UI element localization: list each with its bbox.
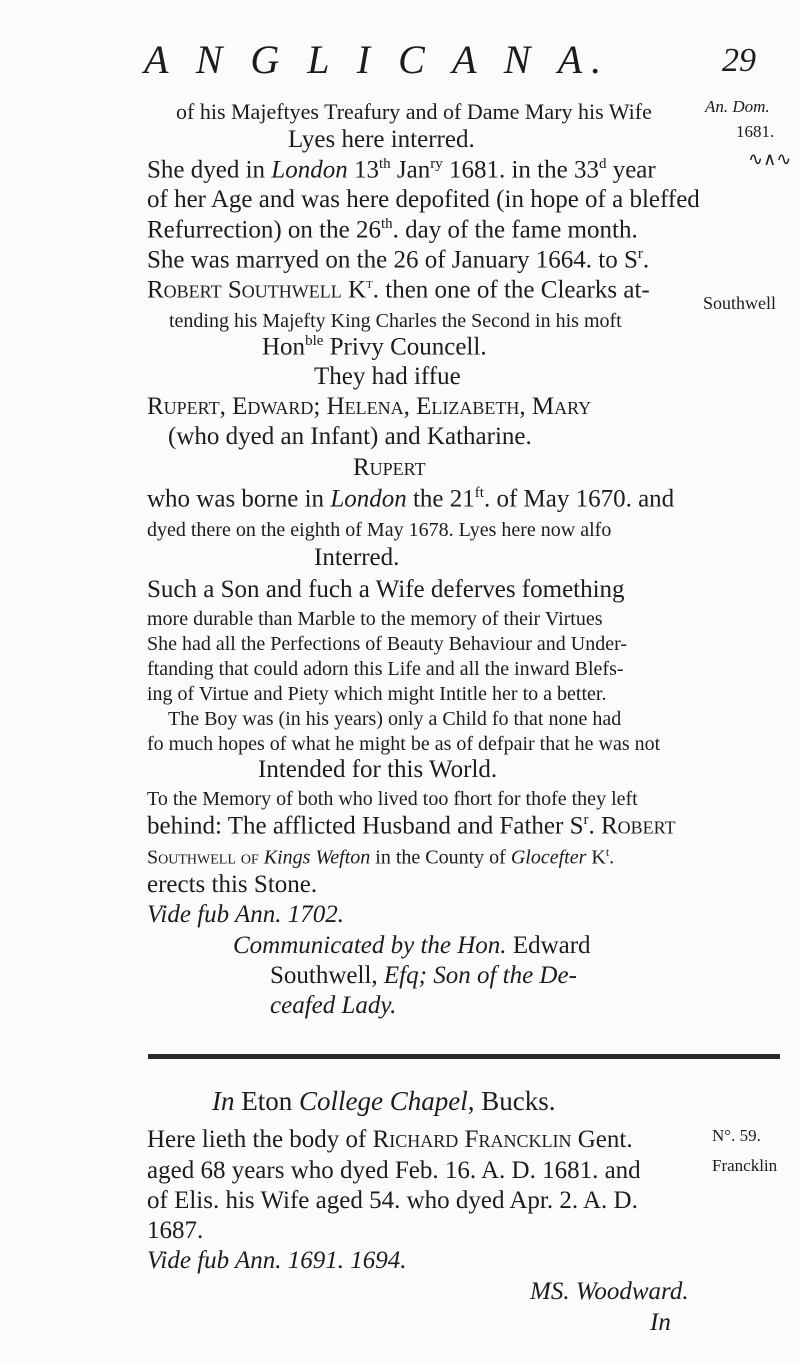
superscript: ble: [305, 333, 324, 349]
person-name: . Robert: [588, 812, 676, 840]
superscript: r: [637, 246, 643, 262]
text-line: [147, 277, 650, 302]
text-line: of his Majeftyes Treafury and of Dame Mary his Wife: [176, 99, 652, 124]
text-run: .: [609, 846, 615, 869]
text-line: of Elis. his Wife aged 54. who dyed Apr. 2. A. D.: [147, 1187, 638, 1214]
text-run: In: [212, 1086, 235, 1116]
text-run: Eton: [234, 1086, 299, 1116]
text-run: year: [606, 156, 656, 184]
text-run: Jan: [390, 156, 431, 184]
text-line: [147, 846, 614, 868]
text-line: Vide fub Ann. 1691. 1694.: [147, 1247, 407, 1274]
text-run: Hon: [262, 333, 306, 361]
superscript: t: [366, 276, 373, 292]
text-line: They had iffue: [314, 363, 461, 390]
text-line: ing of Virtue and Piety which might Intitle her to a better.: [147, 683, 607, 705]
superscript: d: [598, 156, 607, 172]
text-run: the 21: [406, 485, 475, 513]
superscript: th: [380, 216, 393, 232]
text-line: Intended for this World.: [258, 756, 498, 783]
text-run: She was marryed on the 26 of January 1664. to S: [147, 246, 638, 274]
children-names: Rupert, Edward; Helena, Elizabeth, Mary: [147, 393, 592, 420]
text-run: Here lieth the body of: [147, 1126, 373, 1153]
text-run: , Bucks.: [467, 1086, 556, 1116]
text-run: Edward: [506, 932, 591, 959]
superscript: ry: [430, 156, 443, 172]
text-run: Communicated by the Hon.: [233, 932, 507, 959]
text-line: dyed there on the eighth of May 1678. Lyes here now alfo: [147, 519, 612, 541]
text-run: Gent.: [571, 1126, 633, 1153]
place-name: London: [330, 485, 407, 513]
text-line: [147, 217, 638, 242]
text-line: more durable than Marble to the memory of their Virtues: [147, 608, 603, 630]
text-run: . of May 1670. and: [483, 485, 675, 513]
text-line: [233, 933, 591, 958]
text-line: erects this Stone.: [147, 871, 318, 898]
text-line: [147, 813, 676, 838]
text-run: behind: The afflicted Husband and Father S: [147, 812, 584, 840]
text-line: [262, 334, 487, 359]
text-line: tending his Majefty King Charles the Second in his moft: [169, 310, 622, 332]
section-divider: [148, 1054, 780, 1059]
text-line: [147, 157, 656, 182]
text-run: 1681. in the 33: [442, 156, 599, 184]
text-line: Vide fub Ann. 1702.: [147, 901, 344, 928]
text-line: [147, 247, 649, 272]
text-line: 1687.: [147, 1217, 204, 1244]
text-run: College Chapel: [299, 1086, 468, 1116]
text-run: Efq; Son of the De-: [383, 962, 577, 989]
text-line: ceafed Lady.: [270, 992, 397, 1019]
text-run: who was borne in: [147, 485, 331, 513]
superscript: ft: [474, 485, 484, 501]
margin-southwell: Southwell: [703, 293, 777, 313]
person-name: Robert Southwell K: [147, 276, 367, 304]
superscript: r: [583, 812, 589, 828]
text-run: She dyed in: [147, 156, 272, 184]
text-line: She had all the Perfections of Beauty Behaviour and Under-: [147, 633, 628, 655]
text-line: of her Age and was here depofited (in hope of a bleffed: [147, 186, 700, 213]
margin-arms-icon: ∿∧∿: [748, 149, 792, 169]
margin-an-dom: An. Dom.: [705, 97, 770, 116]
place-name: Glocefter: [510, 846, 587, 869]
text-line: Interred.: [314, 544, 400, 571]
catchword: In: [650, 1309, 671, 1336]
text-line: (who dyed an Infant) and Katharine.: [168, 423, 532, 450]
text-line: [147, 486, 674, 511]
superscript: t: [605, 845, 610, 859]
text-line: MS. Woodward.: [530, 1278, 689, 1305]
text-line: [147, 1127, 633, 1152]
text-run: Southwell,: [270, 962, 384, 989]
text-run: 13: [347, 156, 379, 184]
person-name: Richard Francklin: [372, 1126, 572, 1153]
text-line: Lyes here interred.: [288, 126, 475, 153]
superscript: th: [378, 156, 391, 172]
place-name: London: [271, 156, 348, 184]
text-run: in the County of: [370, 846, 511, 869]
place-name: Kings Wefton: [263, 846, 371, 869]
text-line: Such a Son and fuch a Wife deferves fomething: [147, 576, 625, 603]
text-run: Refurrection) on the 26: [147, 216, 381, 244]
text-line: To the Memory of both who lived too fhort for thofe they left: [147, 788, 638, 810]
text-line: aged 68 years who dyed Feb. 16. A. D. 1681. and: [147, 1157, 641, 1184]
text-line: fo much hopes of what he might be as of defpair that he was not: [147, 733, 661, 755]
text-run: . then one of the Clearks at-: [372, 276, 650, 304]
text-run: .: [642, 246, 650, 274]
text-run: Privy Councell.: [323, 333, 487, 361]
running-title: A N G L I C A N A.: [144, 37, 611, 82]
text-run: . day of the fame month.: [392, 216, 638, 244]
text-run: K: [586, 846, 606, 869]
margin-francklin: Francklin: [712, 1156, 778, 1175]
person-name: Southwell of: [147, 846, 264, 869]
text-line: [270, 963, 577, 988]
entry-heading: [212, 1088, 555, 1115]
text-line: Rupert: [353, 454, 426, 481]
text-line: The Boy was (in his years) only a Child fo that none had: [168, 708, 622, 730]
page-number: 29: [722, 42, 756, 79]
margin-no-59: N°. 59.: [712, 1126, 761, 1145]
text-line: ftanding that could adorn this Life and all the inward Blefs-: [147, 658, 624, 680]
margin-year: 1681.: [736, 122, 775, 141]
